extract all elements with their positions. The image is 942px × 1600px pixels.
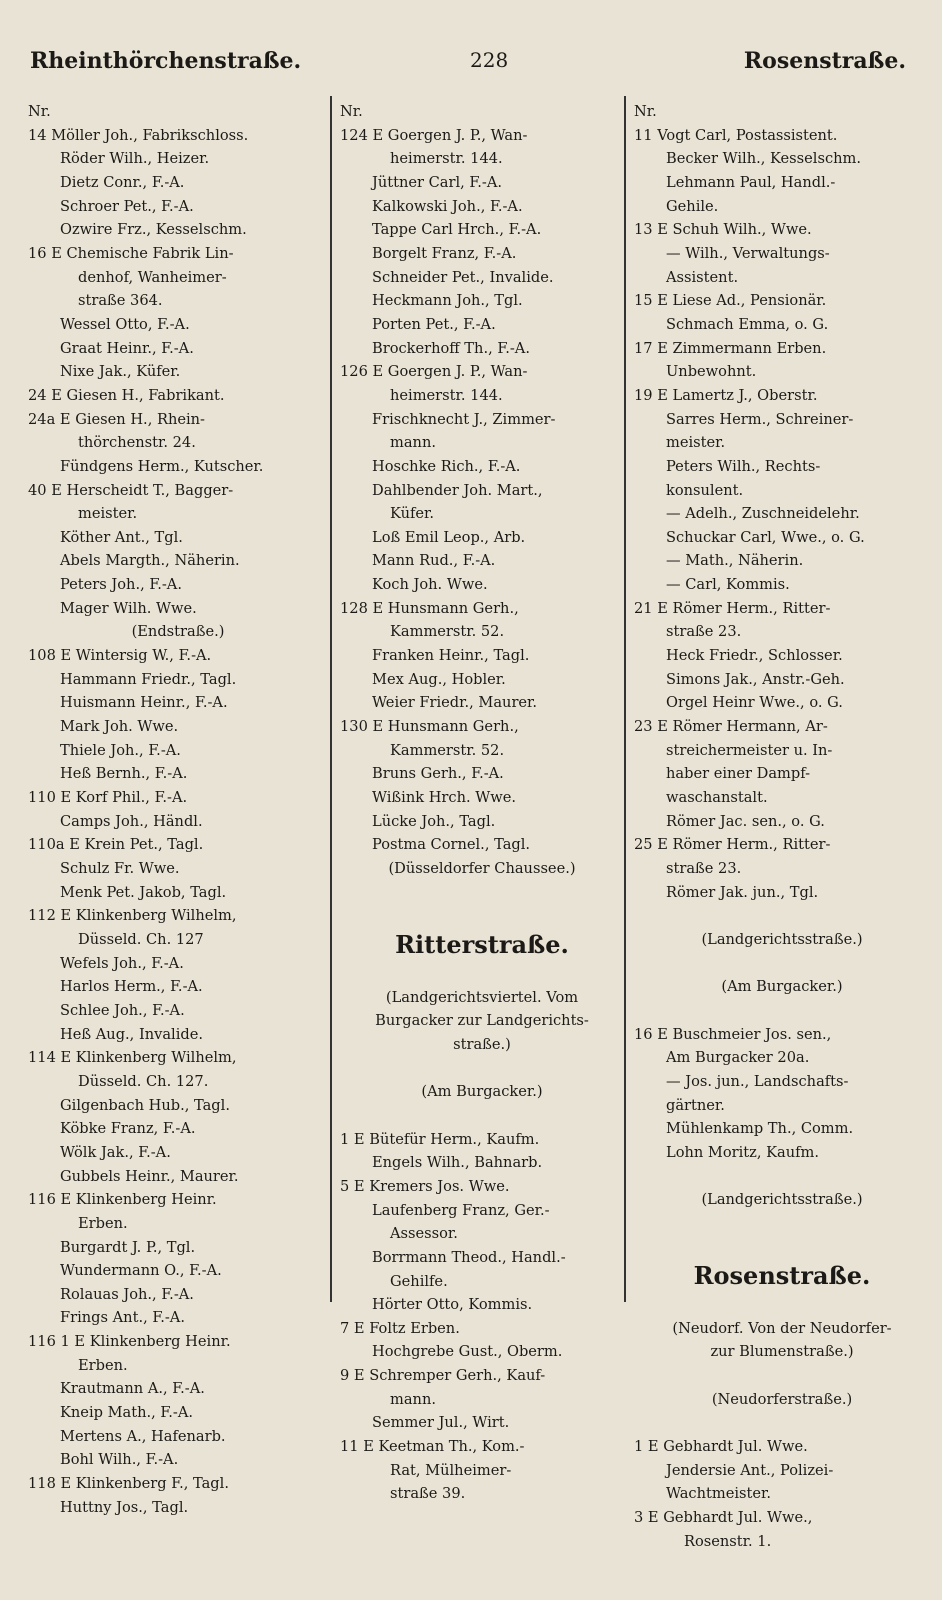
directory-line: Kammerstr. 52. bbox=[390, 623, 505, 641]
directory-line: 114 E Klinkenberg Wilhelm, bbox=[28, 1049, 237, 1067]
directory-line: haber einer Dampf- bbox=[666, 765, 811, 783]
directory-line: Wißink Hrch. Wwe. bbox=[372, 789, 517, 807]
directory-line bbox=[340, 1104, 624, 1128]
directory-line bbox=[634, 1411, 930, 1435]
directory-line: Koch Joh. Wwe. bbox=[372, 576, 488, 594]
directory-line: 108 E Wintersig W., F.-A. bbox=[28, 647, 212, 665]
directory-line: Hammann Friedr., Tagl. bbox=[60, 670, 237, 688]
directory-line: Rolauas Joh., F.-A. bbox=[60, 1285, 194, 1303]
directory-line: Röder Wilh., Heizer. bbox=[60, 150, 210, 168]
directory-line: Semmer Jul., Wirt. bbox=[372, 1414, 510, 1432]
directory-line: Peters Joh., F.-A. bbox=[60, 576, 182, 594]
directory-line: Lücke Joh., Tagl. bbox=[372, 812, 496, 830]
directory-line: Nr. bbox=[340, 103, 363, 120]
directory-line: 1 E Bütefür Herm., Kaufm. bbox=[340, 1130, 540, 1148]
directory-line: Jüttner Carl, F.-A. bbox=[372, 173, 503, 191]
section-note: zur Blumenstraße.) bbox=[710, 1343, 854, 1361]
directory-line: 21 E Römer Herm., Ritter- bbox=[634, 599, 831, 617]
section-note: (Düsseldorfer Chaussee.) bbox=[388, 860, 576, 877]
directory-line: mann. bbox=[390, 434, 436, 452]
directory-line: Fündgens Herm., Kutscher. bbox=[60, 457, 264, 475]
directory-line: Mark Joh. Wwe. bbox=[60, 718, 179, 736]
column-right bbox=[634, 100, 930, 1553]
directory-line: Rat, Mülheimer- bbox=[390, 1461, 512, 1479]
directory-line: 1 E Gebhardt Jul. Wwe. bbox=[634, 1438, 808, 1456]
directory-line: 116 1 E Klinkenberg Heinr. bbox=[28, 1333, 231, 1351]
directory-line: Jendersie Ant., Polizei- bbox=[666, 1461, 834, 1479]
directory-line: 16 E Chemische Fabrik Lin- bbox=[28, 244, 234, 262]
directory-line: Lehmann Paul, Handl.- bbox=[666, 173, 836, 191]
directory-line bbox=[340, 962, 624, 986]
directory-line: Bohl Wilh., F.-A. bbox=[60, 1451, 179, 1469]
page-number: 228 bbox=[470, 48, 509, 72]
directory-line: Peters Wilh., Rechts- bbox=[666, 457, 821, 475]
directory-line: — Carl, Kommis. bbox=[666, 576, 790, 594]
directory-line: 17 E Zimmermann Erben. bbox=[634, 339, 827, 357]
directory-line: Huttny Jos., Tagl. bbox=[60, 1498, 189, 1516]
directory-line: 9 E Schremper Gerh., Kauf- bbox=[340, 1367, 546, 1385]
directory-line: Borrmann Theod., Handl.- bbox=[372, 1248, 566, 1266]
directory-line: Heß Aug., Invalide. bbox=[60, 1025, 204, 1043]
directory-line: Küfer. bbox=[390, 505, 435, 523]
directory-line bbox=[634, 1364, 930, 1388]
directory-line: Burgardt J. P., Tgl. bbox=[60, 1238, 196, 1256]
directory-line: Heckmann Joh., Tgl. bbox=[372, 292, 523, 310]
directory-line: 124 E Goergen J. P., Wan- bbox=[340, 126, 528, 144]
directory-line: Lohn Moritz, Kaufm. bbox=[666, 1143, 819, 1161]
directory-line bbox=[634, 952, 930, 976]
directory-line: 128 E Hunsmann Gerh., bbox=[340, 599, 519, 617]
directory-line: 13 E Schuh Wilh., Wwe. bbox=[634, 221, 812, 239]
directory-line: straße 364. bbox=[78, 292, 163, 310]
directory-line: Heck Friedr., Schlosser. bbox=[666, 647, 843, 665]
directory-line: 19 E Lamertz J., Oberstr. bbox=[634, 386, 818, 404]
directory-line: Rosenstr. 1. bbox=[684, 1532, 772, 1550]
directory-line: Huismann Heinr., F.-A. bbox=[60, 694, 228, 712]
directory-line bbox=[634, 1293, 930, 1317]
directory-line: 7 E Foltz Erben. bbox=[340, 1319, 460, 1337]
column-divider bbox=[624, 96, 626, 1302]
directory-line: Gubbels Heinr., Maurer. bbox=[60, 1167, 239, 1185]
directory-line: Weier Friedr., Maurer. bbox=[372, 694, 538, 712]
directory-line: Harlos Herm., F.-A. bbox=[60, 978, 203, 996]
directory-line: 11 E Keetman Th., Kom.- bbox=[340, 1438, 525, 1456]
directory-line: Hochgrebe Gust., Oberm. bbox=[372, 1343, 563, 1361]
directory-line: straße 23. bbox=[666, 860, 742, 877]
directory-line: Schulz Fr. Wwe. bbox=[60, 860, 180, 877]
directory-line: 14 Möller Joh., Fabrikschloss. bbox=[28, 126, 249, 144]
directory-line: Postma Cornel., Tagl. bbox=[372, 836, 531, 854]
directory-line: konsulent. bbox=[666, 481, 744, 499]
directory-line: Unbewohnt. bbox=[666, 363, 757, 381]
directory-line bbox=[634, 904, 930, 928]
directory-line: Ozwire Frz., Kesselschm. bbox=[60, 221, 247, 239]
directory-line: Mex Aug., Hobler. bbox=[372, 670, 506, 688]
directory-line: 112 E Klinkenberg Wilhelm, bbox=[28, 907, 237, 925]
section-note: (Landgerichtsstraße.) bbox=[701, 930, 863, 948]
section-note: straße.) bbox=[453, 1035, 511, 1053]
directory-line: Frischknecht J., Zimmer- bbox=[372, 410, 556, 428]
directory-line: Wefels Joh., F.-A. bbox=[60, 954, 184, 972]
directory-line: Düsseld. Ch. 127 bbox=[78, 930, 204, 948]
directory-line: Engels Wilh., Bahnarb. bbox=[372, 1154, 543, 1172]
section-note: (Am Burgacker.) bbox=[721, 978, 843, 996]
directory-line: 16 E Buschmeier Jos. sen., bbox=[634, 1025, 832, 1043]
directory-line: Wachtmeister. bbox=[666, 1485, 772, 1503]
section-note: Burgacker zur Landgerichts- bbox=[375, 1012, 589, 1030]
running-head-right: Rosenstraße. bbox=[743, 48, 906, 74]
directory-line: 11 Vogt Carl, Postassistent. bbox=[634, 126, 838, 144]
directory-line bbox=[634, 1212, 930, 1236]
directory-line: — Jos. jun., Landschafts- bbox=[666, 1072, 849, 1090]
directory-line: denhof, Wanheimer- bbox=[78, 268, 227, 286]
directory-line: gärtner. bbox=[666, 1096, 725, 1114]
directory-line: straße 39. bbox=[390, 1485, 466, 1503]
directory-line: Assistent. bbox=[666, 268, 739, 286]
directory-line: — Wilh., Verwaltungs- bbox=[666, 244, 830, 262]
directory-line: Borgelt Franz, F.-A. bbox=[372, 244, 517, 262]
directory-line: Wessel Otto, F.-A. bbox=[60, 315, 190, 333]
directory-line: Menk Pet. Jakob, Tagl. bbox=[60, 883, 227, 901]
directory-line: Römer Jac. sen., o. G. bbox=[666, 812, 825, 830]
directory-line: Thiele Joh., F.-A. bbox=[60, 741, 181, 759]
directory-line: mann. bbox=[390, 1390, 436, 1408]
directory-line: Loß Emil Leop., Arb. bbox=[372, 528, 526, 546]
directory-line: 15 E Liese Ad., Pensionär. bbox=[634, 292, 827, 310]
directory-line: Hörter Otto, Kommis. bbox=[372, 1296, 533, 1314]
directory-line: 25 E Römer Herm., Ritter- bbox=[634, 836, 831, 854]
directory-line: Wölk Jak., F.-A. bbox=[60, 1143, 171, 1161]
directory-line: Mühlenkamp Th., Comm. bbox=[666, 1120, 854, 1138]
directory-line: streichermeister u. In- bbox=[666, 741, 833, 759]
directory-line: 110a E Krein Pet., Tagl. bbox=[28, 836, 204, 854]
column-divider bbox=[330, 96, 332, 1302]
directory-line: Mann Rud., F.-A. bbox=[372, 552, 496, 570]
directory-line: Gehile. bbox=[666, 197, 719, 215]
section-note: (Endstraße.) bbox=[131, 623, 225, 641]
directory-line: Kammerstr. 52. bbox=[390, 741, 505, 759]
directory-line: heimerstr. 144. bbox=[390, 150, 503, 168]
directory-line: Krautmann A., F.-A. bbox=[60, 1380, 205, 1398]
directory-line: Schroer Pet., F.-A. bbox=[60, 197, 194, 215]
directory-line: Kneip Math., F.-A. bbox=[60, 1404, 194, 1422]
directory-line: waschanstalt. bbox=[666, 789, 768, 807]
directory-line: meister. bbox=[78, 505, 138, 523]
directory-line: Orgel Heinr Wwe., o. G. bbox=[666, 694, 843, 712]
directory-line: Schlee Joh., F.-A. bbox=[60, 1001, 185, 1019]
directory-line: Gehilfe. bbox=[390, 1272, 448, 1290]
directory-line: — Adelh., Zuschneidelehr. bbox=[666, 505, 860, 523]
directory-line: Kalkowski Joh., F.-A. bbox=[372, 197, 523, 215]
directory-line: 118 E Klinkenberg F., Tagl. bbox=[28, 1475, 229, 1493]
directory-line: 116 E Klinkenberg Heinr. bbox=[28, 1191, 217, 1209]
directory-line: meister. bbox=[666, 434, 726, 452]
directory-line: 5 E Kremers Jos. Wwe. bbox=[340, 1177, 510, 1195]
directory-line: Erben. bbox=[78, 1214, 128, 1232]
directory-line: Nixe Jak., Küfer. bbox=[60, 363, 181, 381]
directory-line: Bruns Gerh., F.-A. bbox=[372, 765, 504, 783]
street-heading: Rosenstraße. bbox=[693, 1261, 871, 1291]
directory-line: heimerstr. 144. bbox=[390, 386, 503, 404]
directory-line: Römer Jak. jun., Tgl. bbox=[666, 883, 819, 901]
directory-line: Am Burgacker 20a. bbox=[666, 1049, 810, 1067]
directory-line: 110 E Korf Phil., F.-A. bbox=[28, 789, 188, 807]
directory-line: Gilgenbach Hub., Tagl. bbox=[60, 1096, 230, 1114]
directory-line: Franken Heinr., Tagl. bbox=[372, 647, 530, 665]
directory-line: Schmach Emma, o. G. bbox=[666, 315, 829, 333]
directory-line: Dietz Conr., F.-A. bbox=[60, 173, 185, 191]
directory-line bbox=[634, 999, 930, 1023]
directory-line: Nr. bbox=[28, 103, 51, 120]
directory-line: — Math., Näherin. bbox=[666, 552, 804, 570]
running-head-left: Rheinthörchenstraße. bbox=[30, 48, 302, 74]
directory-line: Porten Pet., F.-A. bbox=[372, 315, 496, 333]
directory-line bbox=[634, 1165, 930, 1189]
directory-line bbox=[340, 881, 624, 905]
directory-line: 130 E Hunsmann Gerh., bbox=[340, 718, 519, 736]
directory-line: Sarres Herm., Schreiner- bbox=[666, 410, 854, 428]
directory-line: 40 E Herscheidt T., Bagger- bbox=[28, 481, 234, 499]
directory-line: Nr. bbox=[634, 103, 657, 120]
directory-line: 24 E Giesen H., Fabrikant. bbox=[28, 386, 225, 404]
directory-line: straße 23. bbox=[666, 623, 742, 641]
directory-line: Schuckar Carl, Wwe., o. G. bbox=[666, 528, 865, 546]
directory-line: thörchenstr. 24. bbox=[78, 434, 196, 452]
directory-line: Köbke Franz, F.-A. bbox=[60, 1120, 196, 1138]
directory-line: Brockerhoff Th., F.-A. bbox=[372, 339, 530, 357]
directory-line: Köther Ant., Tgl. bbox=[60, 528, 183, 546]
street-heading: Ritterstraße. bbox=[395, 929, 569, 959]
directory-line: Düsseld. Ch. 127. bbox=[78, 1072, 209, 1090]
directory-line: Assessor. bbox=[390, 1225, 458, 1243]
directory-line: Schneider Pet., Invalide. bbox=[372, 268, 554, 286]
directory-line: Frings Ant., F.-A. bbox=[60, 1309, 185, 1327]
directory-line: Dahlbender Joh. Mart., bbox=[372, 481, 543, 499]
directory-line: Heß Bernh., F.-A. bbox=[60, 765, 188, 783]
directory-line bbox=[340, 1057, 624, 1081]
directory-line: Mager Wilh. Wwe. bbox=[60, 599, 197, 617]
directory-line: Mertens A., Hafenarb. bbox=[60, 1427, 226, 1445]
directory-line bbox=[340, 904, 624, 928]
section-note: (Am Burgacker.) bbox=[421, 1083, 543, 1101]
directory-line: 126 E Goergen J. P., Wan- bbox=[340, 363, 528, 381]
section-note: (Neudorferstraße.) bbox=[711, 1390, 853, 1408]
directory-line: Erben. bbox=[78, 1356, 128, 1374]
section-note: (Landgerichtsviertel. Vom bbox=[385, 988, 579, 1006]
directory-line: 24a E Giesen H., Rhein- bbox=[28, 410, 205, 428]
section-note: (Landgerichtsstraße.) bbox=[701, 1191, 863, 1209]
directory-line: Graat Heinr., F.-A. bbox=[60, 339, 194, 357]
directory-line: Laufenberg Franz, Ger.- bbox=[372, 1201, 550, 1219]
directory-line: Tappe Carl Hrch., F.-A. bbox=[372, 221, 542, 239]
directory-line: 3 E Gebhardt Jul. Wwe., bbox=[634, 1509, 813, 1527]
column-middle bbox=[340, 100, 624, 1506]
directory-line: Becker Wilh., Kesselschm. bbox=[666, 150, 861, 168]
directory-line: Wundermann O., F.-A. bbox=[60, 1262, 222, 1280]
directory-line: Hoschke Rich., F.-A. bbox=[372, 457, 521, 475]
column-left bbox=[28, 100, 328, 1519]
directory-line: Simons Jak., Anstr.-Geh. bbox=[666, 670, 845, 688]
section-note: (Neudorf. Von der Neudorfer- bbox=[672, 1319, 892, 1337]
directory-line: Abels Margth., Näherin. bbox=[60, 552, 240, 570]
directory-line: 23 E Römer Hermann, Ar- bbox=[634, 718, 828, 736]
directory-line: Camps Joh., Händl. bbox=[60, 812, 203, 830]
directory-line bbox=[634, 1236, 930, 1260]
